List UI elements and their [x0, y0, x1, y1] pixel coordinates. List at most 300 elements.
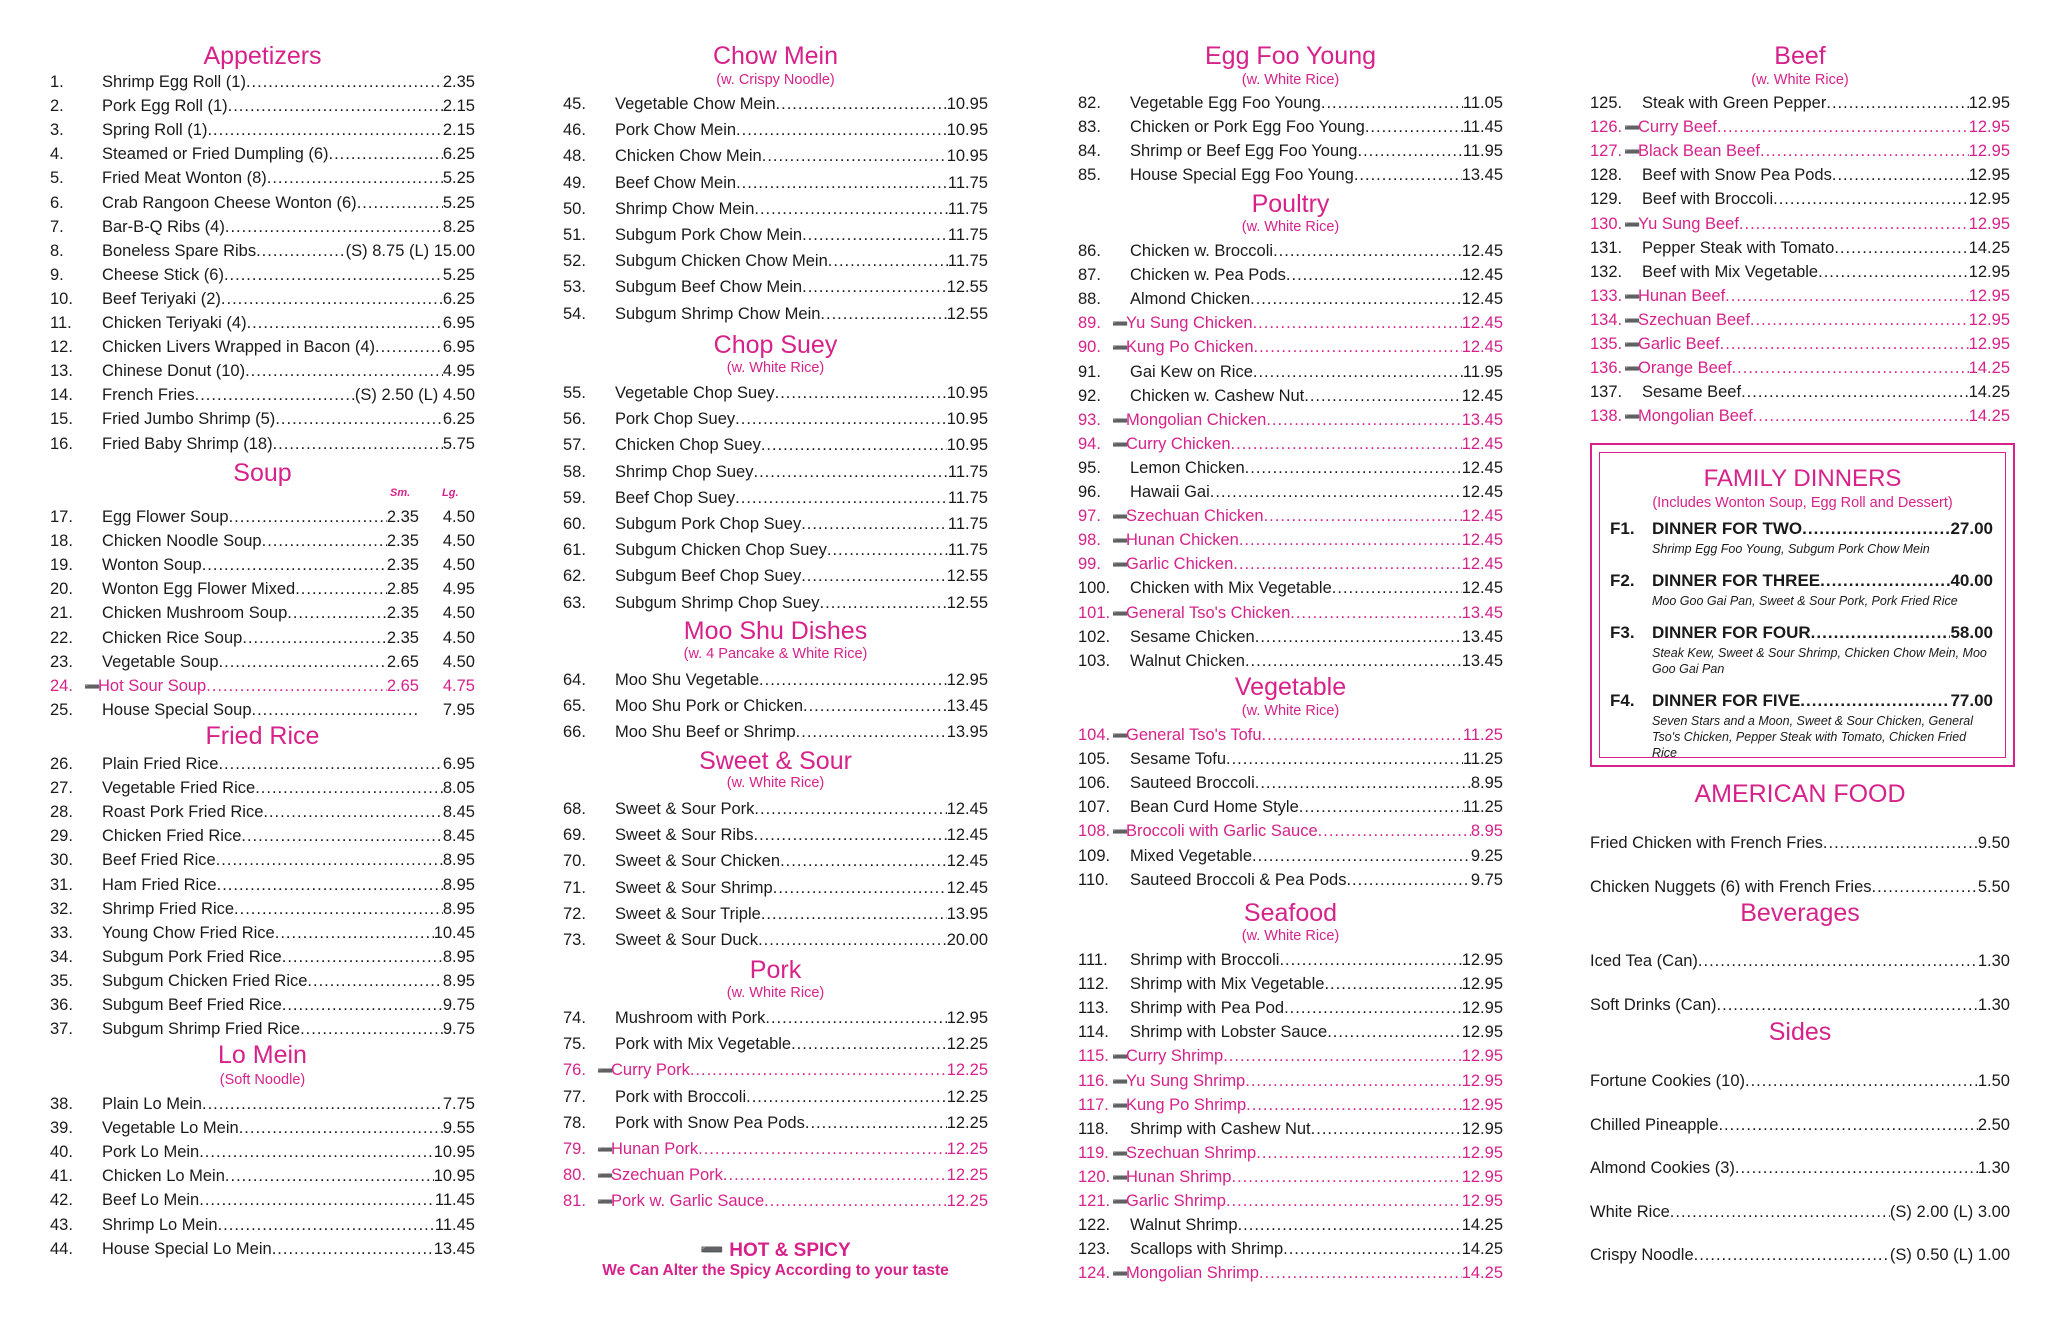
item-price: (S) 0.50 (L) 1.00 — [1889, 1246, 2010, 1264]
item-name: Shrimp with Cashew Nut — [1130, 1119, 1311, 1138]
menu-item — [50, 674, 475, 698]
item-price: 12.45 — [1461, 266, 1503, 285]
dot-leader — [761, 433, 947, 457]
item-name: Plain Fried Rice — [102, 755, 219, 773]
dot-leader — [1324, 972, 1461, 996]
item-name: Subgum Chicken Chop Suey — [615, 541, 827, 560]
item-name: Mongolian Chicken — [1126, 410, 1267, 429]
menu-item — [50, 800, 475, 824]
menu-item — [563, 902, 988, 926]
item-name: Yu Sung Chicken — [1126, 314, 1253, 333]
menu-item — [1590, 1113, 2010, 1137]
dot-leader — [282, 993, 443, 1017]
menu-item — [50, 921, 475, 945]
section-title-seafood: Seafood — [1243, 899, 1338, 927]
menu-item — [1590, 1069, 2010, 1093]
item-number: 6. — [50, 193, 64, 212]
dot-leader — [256, 239, 346, 263]
item-name: Gai Kew on Rice — [1130, 362, 1253, 381]
dot-leader — [1245, 456, 1462, 480]
item-price-small: 2.35 — [386, 628, 419, 647]
item-name: Sweet & Sour Chicken — [615, 852, 781, 871]
item-name: Subgum Shrimp Chop Suey — [615, 593, 820, 612]
dot-leader — [802, 275, 947, 299]
item-price-large: 4.50 — [442, 508, 475, 526]
item-number: 88. — [1078, 290, 1101, 309]
menu-item — [1078, 1237, 1503, 1261]
item-number: 36. — [50, 996, 73, 1014]
item-number: 103. — [1078, 651, 1111, 670]
family-dinner-name: DINNER FOR TWO — [1652, 519, 1803, 538]
item-price: 5.75 — [442, 434, 475, 453]
menu-item — [50, 776, 475, 800]
family-dinner-description: Shrimp Egg Foo Young, Subgum Pork Chow Mein — [1652, 542, 1930, 556]
item-number: 122. — [1078, 1216, 1111, 1235]
item-price-large: 4.75 — [442, 676, 475, 695]
item-price: 1.30 — [1977, 995, 2010, 1014]
item-name: Fried Meat Wonton (8) — [102, 169, 267, 188]
item-price: 12.45 — [1461, 434, 1503, 453]
dot-leader — [754, 797, 946, 821]
item-name: Subgum Chicken Fried Rice — [102, 971, 308, 990]
chili-icon: ➖ — [1112, 533, 1129, 549]
menu-item — [1078, 771, 1503, 795]
item-number: 134. — [1590, 310, 1623, 329]
item-name: Pork Chow Mein — [615, 121, 737, 140]
item-number: 135. — [1590, 335, 1623, 353]
menu-item — [1078, 1020, 1503, 1044]
family-dinners-box — [1590, 443, 2015, 767]
item-number: 105. — [1078, 750, 1111, 769]
dot-leader — [1872, 875, 1978, 899]
item-name: Egg Flower Soup — [102, 508, 229, 526]
item-price: 12.95 — [1968, 94, 2010, 112]
item-number: 32. — [50, 899, 73, 918]
item-name: General Tso's Chicken — [1126, 603, 1291, 622]
menu-item — [50, 191, 475, 215]
menu-item — [50, 873, 475, 897]
menu-item — [1078, 360, 1503, 384]
item-number: 137. — [1590, 383, 1623, 402]
menu-item — [563, 302, 988, 326]
item-name: Chicken Fried Rice — [102, 827, 242, 846]
item-name: Fried Chicken with French Fries — [1590, 834, 1823, 852]
dot-leader — [300, 1017, 443, 1041]
section-subtitle-moo-shu: (w. 4 Pancake & White Rice) — [683, 646, 868, 662]
menu-item — [50, 945, 475, 969]
dot-leader — [329, 142, 443, 166]
item-price: 6.95 — [442, 755, 475, 773]
item-number: 136. — [1590, 359, 1623, 378]
chili-icon: ➖ — [1112, 605, 1129, 621]
item-price: 1.30 — [1977, 952, 2010, 970]
item-name: Beef Chop Suey — [615, 488, 736, 507]
menu-item — [563, 564, 988, 588]
dot-leader — [1720, 332, 1969, 356]
item-price: 11.75 — [947, 199, 988, 218]
item-number: 23. — [50, 652, 73, 671]
item-price: 10.45 — [433, 923, 475, 942]
dot-leader — [273, 432, 443, 456]
dot-leader — [234, 897, 443, 921]
chili-icon: ➖ — [1112, 436, 1129, 452]
item-number: 10. — [50, 289, 73, 308]
item-number: 106. — [1078, 774, 1111, 793]
item-price: 12.25 — [946, 1035, 988, 1054]
item-number: 69. — [563, 826, 586, 845]
chili-icon: ➖ — [1112, 1266, 1129, 1282]
item-price: 10.95 — [946, 436, 988, 455]
menu-item — [563, 1163, 988, 1187]
item-price: 8.95 — [442, 875, 475, 894]
chili-icon: ➖ — [597, 1142, 614, 1157]
dot-leader — [1698, 949, 1978, 973]
item-name: Lemon Chicken — [1130, 458, 1245, 477]
chili-icon: ➖ — [597, 1194, 614, 1210]
menu-item — [1078, 528, 1503, 552]
item-number: 28. — [50, 803, 73, 822]
item-name: Pepper Steak with Tomato — [1642, 238, 1835, 257]
dot-leader — [1233, 552, 1461, 576]
dot-leader — [805, 1111, 947, 1135]
item-price: 11.75 — [947, 173, 988, 192]
chili-icon: ➖ — [1112, 824, 1129, 840]
item-number: 44. — [50, 1239, 73, 1258]
item-price: 20.00 — [946, 931, 988, 949]
dot-leader — [1279, 948, 1461, 972]
item-price: 9.50 — [1977, 834, 2010, 852]
dot-leader — [1253, 311, 1462, 335]
item-name: Beef Fried Rice — [102, 851, 216, 870]
menu-item — [50, 752, 475, 776]
item-number: 59. — [563, 488, 586, 507]
item-price: 12.55 — [946, 593, 988, 612]
dot-leader — [698, 1137, 947, 1161]
item-price-small: 2.35 — [386, 508, 419, 526]
dot-leader — [1226, 1189, 1462, 1213]
menu-item — [1078, 504, 1503, 528]
menu-item — [50, 94, 475, 118]
dot-leader — [1284, 996, 1462, 1020]
dot-leader — [217, 873, 443, 897]
item-price: 11.45 — [434, 1191, 475, 1210]
item-price: (S) 2.00 (L) 3.00 — [1889, 1202, 2010, 1221]
item-name: Chicken w. Broccoli — [1130, 242, 1274, 260]
menu-item — [563, 171, 988, 195]
item-number: 112. — [1078, 975, 1109, 994]
item-name: Beef Teriyaki (2) — [102, 289, 221, 308]
item-name: Beef Lo Mein — [102, 1191, 200, 1210]
menu-item — [1590, 115, 2010, 139]
item-number: 34. — [50, 947, 73, 966]
menu-item — [1590, 139, 2010, 163]
dot-leader — [754, 460, 948, 484]
section-title-appetizers: Appetizers — [203, 42, 322, 70]
item-name: Wonton Egg Flower Mixed — [102, 580, 296, 599]
menu-item — [1078, 335, 1503, 359]
item-price: 10.95 — [433, 1143, 475, 1162]
dot-leader — [218, 752, 442, 776]
item-name: Pork Egg Roll (1) — [102, 97, 228, 116]
item-price: 12.45 — [1461, 338, 1503, 357]
item-name: Chinese Donut (10) — [102, 362, 246, 381]
menu-item — [1078, 456, 1503, 480]
item-name: General Tso's Tofu — [1126, 726, 1262, 744]
dot-leader — [287, 601, 387, 625]
item-price: 8.95 — [442, 851, 475, 870]
item-name: Kung Po Chicken — [1126, 338, 1254, 357]
menu-item — [1078, 1213, 1503, 1237]
menu-item — [563, 1137, 988, 1161]
item-name: Chilled Pineapple — [1590, 1115, 1719, 1134]
item-price: 5.25 — [442, 169, 475, 188]
item-number: 68. — [563, 800, 586, 818]
item-name: Sweet & Sour Pork — [615, 800, 755, 818]
item-price: 13.45 — [1461, 603, 1503, 622]
item-name: Curry Shrimp — [1126, 1047, 1224, 1066]
family-dinner-price: 77.00 — [1950, 691, 1993, 710]
section-subtitle-pork: (w. White Rice) — [726, 985, 825, 1001]
menu-item — [50, 577, 475, 601]
item-price: 13.45 — [1461, 627, 1503, 646]
menu-item — [1590, 212, 2010, 236]
item-number: 22. — [50, 628, 73, 647]
item-name: Garlic Beef — [1638, 335, 1720, 353]
menu-item — [50, 1092, 475, 1116]
menu-item — [50, 142, 475, 166]
item-name: Mongolian Shrimp — [1126, 1264, 1259, 1283]
item-number: 14. — [50, 386, 73, 405]
menu-item — [50, 897, 475, 921]
item-name: Szechuan Pork — [611, 1166, 723, 1185]
item-price: 6.25 — [442, 145, 475, 164]
dot-leader — [1231, 432, 1462, 456]
item-number: 82. — [1078, 94, 1101, 112]
soup-large-header: Lg. — [442, 487, 459, 499]
item-price: 12.25 — [946, 1192, 988, 1211]
item-number: 61. — [563, 541, 586, 560]
item-name: Bean Curd Home Style — [1130, 798, 1299, 817]
item-name: Vegetable Fried Rice — [102, 779, 256, 798]
item-price: 9.25 — [1470, 846, 1503, 865]
menu-item — [50, 287, 475, 311]
chili-icon: ➖ — [1112, 1073, 1129, 1089]
chili-icon: ➖ — [1112, 1097, 1129, 1113]
item-price: 12.95 — [946, 671, 988, 689]
item-name: Ham Fried Rice — [102, 875, 217, 894]
item-number: 94. — [1078, 434, 1101, 453]
menu-item — [50, 848, 475, 872]
item-name: Curry Beef — [1638, 118, 1717, 137]
section-title-sides: Sides — [1768, 1018, 1832, 1046]
menu-item — [1078, 601, 1503, 625]
item-price: (S) 2.50 (L) 4.50 — [354, 386, 475, 405]
dot-leader — [1245, 1069, 1461, 1093]
item-number: 50. — [563, 199, 586, 218]
item-name: Crab Rangoon Cheese Wonton (6) — [102, 193, 357, 212]
item-name: Fried Jumbo Shrimp (5) — [102, 410, 276, 429]
item-name: Wonton Soup — [102, 556, 202, 575]
section-title-american-food: AMERICAN FOOD — [1694, 780, 1906, 808]
item-number: 84. — [1078, 142, 1101, 161]
menu-item — [50, 1017, 475, 1041]
item-name: Sauteed Broccoli — [1130, 774, 1255, 793]
dot-leader — [1253, 360, 1463, 384]
item-number: 12. — [50, 338, 73, 357]
menu-item — [50, 311, 475, 335]
chili-icon: ➖ — [1112, 1169, 1129, 1185]
item-number: 93. — [1078, 410, 1101, 429]
dot-leader — [796, 720, 947, 744]
item-number: 63. — [563, 593, 586, 612]
dot-leader — [228, 94, 443, 118]
item-price: 10.95 — [946, 121, 988, 140]
item-price: 12.95 — [1968, 262, 2010, 281]
item-price: 12.45 — [1461, 555, 1503, 574]
chili-icon: ➖ — [1112, 340, 1129, 356]
menu-item — [1078, 139, 1503, 163]
item-price: 12.55 — [946, 278, 988, 297]
chili-icon: ➖ — [597, 1168, 614, 1184]
family-dinner-description: Seven Stars and a Moon, Sweet & Sour Chicken, General Tso's Chicken, Pepper Steak with Tomato, Chicken Fried Rice — [1652, 714, 1974, 760]
menu-item — [1078, 115, 1503, 139]
item-price: 13.45 — [1461, 410, 1503, 429]
item-name: Moo Shu Beef or Shrimp — [615, 723, 796, 742]
chili-icon: ➖ — [1624, 312, 1641, 328]
item-price: 14.25 — [1968, 238, 2010, 257]
family-dinner-item — [1610, 623, 1993, 677]
item-number: 46. — [563, 121, 586, 140]
item-number: 80. — [563, 1166, 586, 1185]
item-name: Beef with Mix Vegetable — [1642, 262, 1819, 281]
item-name: Chicken Livers Wrapped in Bacon (4) — [102, 338, 375, 357]
item-price: 12.95 — [1461, 951, 1503, 969]
menu-item — [1078, 1044, 1503, 1068]
menu-item — [1590, 284, 2010, 308]
item-price: 6.25 — [442, 410, 475, 429]
menu-item — [1590, 187, 2010, 211]
dot-leader — [295, 577, 387, 601]
item-number: 83. — [1078, 118, 1101, 137]
dot-leader — [1760, 139, 1969, 163]
item-price-small: 2.65 — [386, 652, 419, 671]
item-number: 16. — [50, 434, 73, 453]
item-name: Pork w. Garlic Sauce — [611, 1192, 765, 1211]
dot-leader — [206, 674, 387, 698]
item-number: 138. — [1590, 407, 1623, 426]
item-name: Young Chow Fried Rice — [102, 923, 275, 942]
dot-leader — [1226, 747, 1463, 771]
item-price-small: 2.65 — [386, 676, 419, 695]
menu-item — [1078, 649, 1503, 673]
dot-leader — [239, 1116, 443, 1140]
item-price: 12.45 — [1461, 290, 1503, 309]
item-price: 2.15 — [442, 97, 475, 116]
item-name: Broccoli with Garlic Sauce — [1126, 822, 1318, 841]
section-subtitle-seafood: (w. White Rice) — [1241, 928, 1340, 944]
item-price: 12.55 — [946, 567, 988, 586]
item-number: 109. — [1078, 846, 1111, 865]
menu-item — [563, 668, 988, 692]
item-name: Pork Chop Suey — [615, 410, 736, 429]
item-name: Beef with Broccoli — [1642, 190, 1774, 209]
menu-item — [1078, 1117, 1503, 1141]
menu-item — [563, 1189, 988, 1213]
item-name: Sweet & Sour Ribs — [615, 826, 754, 845]
item-price: 11.45 — [434, 1215, 475, 1234]
dot-leader — [1255, 771, 1471, 795]
item-price: 12.95 — [1461, 975, 1503, 994]
dot-leader — [1750, 308, 1969, 332]
chili-icon: ➖ — [1624, 120, 1641, 136]
item-name: Sauteed Broccoli & Pea Pods — [1130, 870, 1347, 889]
item-number: 39. — [50, 1119, 73, 1138]
family-dinner-description: Steak Kew, Sweet & Sour Shrimp, Chicken Chow Mein, Moo Goo Gai Pan — [1652, 646, 1987, 676]
item-name: Sesame Chicken — [1130, 627, 1255, 646]
item-price: 8.05 — [442, 779, 475, 798]
item-number: 19. — [50, 556, 73, 575]
family-dinner-name: DINNER FOR FOUR — [1652, 623, 1811, 642]
item-price: 8.25 — [442, 217, 475, 236]
menu-item — [1590, 949, 2010, 973]
dot-leader — [762, 144, 947, 168]
menu-item — [1078, 91, 1503, 115]
item-price: 10.95 — [433, 1167, 475, 1186]
item-name: Shrimp Egg Roll (1) — [102, 73, 246, 91]
menu-item — [1078, 432, 1503, 456]
dot-leader — [1318, 819, 1471, 843]
item-name: Chicken Teriyaki (4) — [102, 314, 247, 332]
menu-item — [1078, 576, 1503, 600]
family-dinner-description: Moo Goo Gai Pan, Sweet & Sour Pork, Pork Fried Rice — [1652, 594, 1958, 608]
menu-item — [1078, 1093, 1503, 1117]
dot-leader — [759, 668, 947, 692]
item-number: 42. — [50, 1191, 73, 1210]
section-title-moo-shu: Moo Shu Dishes — [683, 617, 868, 645]
item-number: 55. — [563, 384, 586, 402]
menu-item — [1590, 831, 2010, 855]
menu-item — [50, 383, 475, 407]
dot-leader — [1231, 1165, 1461, 1189]
item-number: 11. — [50, 314, 72, 332]
section-title-beverages: Beverages — [1740, 899, 1860, 927]
item-number: 54. — [563, 304, 586, 323]
menu-item — [1078, 408, 1503, 432]
item-price: 11.75 — [947, 462, 988, 481]
section-title-pork: Pork — [749, 956, 802, 984]
menu-item — [563, 1085, 988, 1109]
item-name: Mushroom with Pork — [615, 1009, 766, 1027]
item-name: Garlic Chicken — [1126, 555, 1234, 574]
dot-leader — [803, 694, 947, 718]
dot-leader — [802, 223, 948, 247]
dot-leader — [746, 1085, 947, 1109]
item-price: 6.95 — [442, 338, 475, 357]
item-number: 29. — [50, 827, 73, 846]
item-number: 95. — [1078, 458, 1101, 477]
item-name: Yu Sung Shrimp — [1126, 1071, 1246, 1090]
family-dinner-code: F1. — [1610, 519, 1635, 538]
section-title-soup: Soup — [233, 459, 292, 487]
item-number: 1. — [50, 73, 64, 91]
dot-leader — [1818, 260, 1969, 284]
item-name: Shrimp with Mix Vegetable — [1130, 975, 1325, 994]
dot-leader — [1358, 139, 1463, 163]
item-number: 57. — [563, 436, 586, 455]
item-name: Kung Po Shrimp — [1126, 1095, 1247, 1114]
menu-item — [563, 823, 988, 847]
menu-item — [1078, 163, 1503, 187]
